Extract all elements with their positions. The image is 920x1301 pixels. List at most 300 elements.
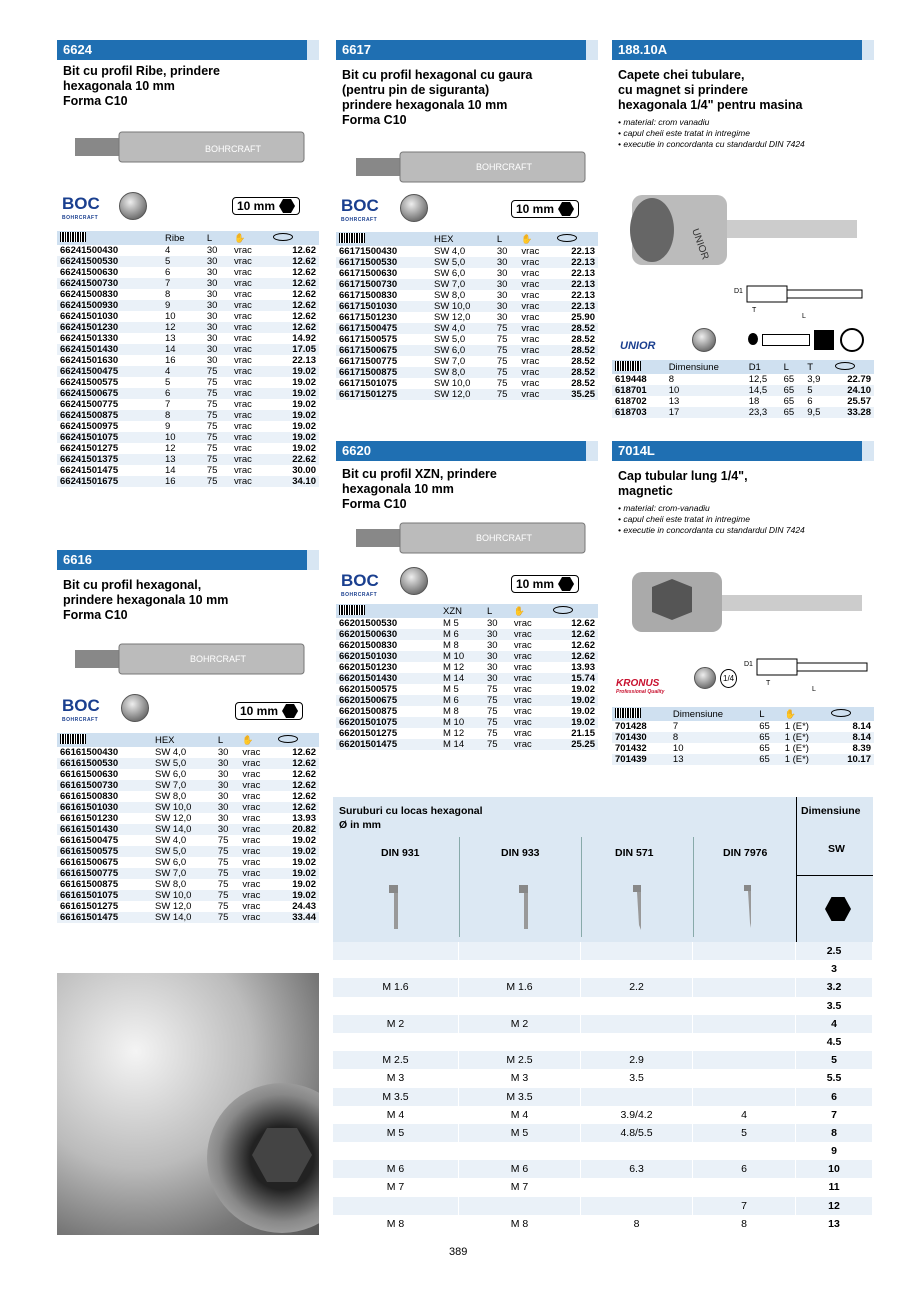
table-cell: 30 (215, 758, 240, 769)
screw-cell (581, 997, 693, 1015)
table-row (57, 256, 319, 267)
table-cell: 75 (204, 465, 231, 476)
hand-icon: ✋ (231, 231, 270, 245)
table-cell: 66171501030 (336, 301, 431, 312)
barcode-icon (57, 231, 162, 245)
table-cell: 6 (162, 267, 204, 278)
table-cell: 75 (484, 717, 511, 728)
hex-icon (282, 704, 298, 718)
table-cell: vrac (518, 246, 553, 257)
socket-image (627, 567, 867, 637)
screw-cell (693, 942, 796, 960)
table-cell: SW 12,0 (431, 312, 494, 323)
table-cell: 5 (162, 377, 204, 388)
screw-cell: 12 (796, 1197, 873, 1215)
table-cell: 75 (494, 345, 519, 356)
price-table (57, 231, 319, 487)
table-cell: SW 7,0 (152, 868, 215, 879)
table-cell: 75 (215, 835, 240, 846)
table-cell: vrac (231, 289, 270, 300)
screw-row (333, 1015, 873, 1033)
table-cell: 8 (666, 374, 746, 385)
table-cell: 12.62 (270, 256, 319, 267)
screw-row (333, 942, 873, 960)
table-cell: SW 5,0 (152, 846, 215, 857)
table-cell: 12.62 (550, 629, 598, 640)
table-cell: 12 (162, 322, 204, 333)
table-cell: 19.02 (275, 890, 319, 901)
dim-d1-label: D1 (734, 288, 743, 295)
dim-t-label: T (752, 307, 757, 314)
table-cell: vrac (239, 813, 274, 824)
size-label: 10 mm (237, 199, 276, 213)
table-cell: 12.62 (275, 769, 319, 780)
screw-cell: M 2 (333, 1015, 459, 1033)
table-cell: 8 (162, 410, 204, 421)
table-cell: 16 (162, 355, 204, 366)
table-row (57, 355, 319, 366)
panel-title: Cap tubular lung 1/4", magnetic (618, 469, 748, 498)
hand-icon: ✋ (518, 232, 553, 246)
table-cell: 75 (204, 432, 231, 443)
screw-cell: M 8 (333, 1215, 459, 1233)
panel-title: Bit cu profil Ribe, prindere hexagonala 10 mm Forma C10 (63, 64, 220, 108)
table-cell: 30 (484, 673, 511, 684)
table-cell: 75 (204, 388, 231, 399)
table-cell: 14.92 (270, 333, 319, 344)
screw-row (333, 1160, 873, 1178)
profile-icon (400, 194, 428, 222)
table-cell: 17.05 (270, 344, 319, 355)
screw-row (333, 1033, 873, 1051)
table-row (336, 728, 598, 739)
table-cell: 75 (494, 356, 519, 367)
table-cell: 30 (204, 344, 231, 355)
table-cell: 19.02 (270, 421, 319, 432)
table-cell: 66171500830 (336, 290, 431, 301)
table-row (57, 835, 319, 846)
table-cell: 12.62 (270, 322, 319, 333)
table-row (57, 868, 319, 879)
table-cell: 12.62 (270, 267, 319, 278)
table-cell: 65 (756, 743, 781, 754)
table-cell: vrac (231, 465, 270, 476)
table-cell: vrac (239, 780, 274, 791)
table-cell: 16 (162, 476, 204, 487)
table-cell: 66161501030 (57, 802, 152, 813)
screw-row (333, 997, 873, 1015)
screw-cell: M 2.5 (459, 1051, 581, 1069)
table-cell: 66241500975 (57, 421, 162, 432)
coins-icon (275, 733, 319, 747)
panel-code: 6617 (336, 40, 598, 60)
dim-t-label: T (766, 680, 771, 687)
table-cell: 66241501275 (57, 443, 162, 454)
table-row (336, 673, 598, 684)
table-row (57, 791, 319, 802)
table-cell: vrac (239, 758, 274, 769)
table-cell: 66241500675 (57, 388, 162, 399)
din931-header: DIN 931 (381, 847, 420, 859)
table-cell: 25.57 (832, 396, 874, 407)
table-cell: 7 (162, 399, 204, 410)
screw-cell (581, 1015, 693, 1033)
table-cell: vrac (239, 769, 274, 780)
table-cell: vrac (511, 684, 550, 695)
table-cell: 75 (204, 366, 231, 377)
table-cell: vrac (518, 345, 553, 356)
table-cell: 66241500875 (57, 410, 162, 421)
table-cell: vrac (239, 901, 274, 912)
table-cell: vrac (511, 618, 550, 629)
table-header-row (57, 733, 319, 747)
panel-code: 188.10A (612, 40, 874, 60)
table-cell: 65 (756, 721, 781, 732)
table-cell: 66171501075 (336, 378, 431, 389)
table-cell: vrac (518, 323, 553, 334)
screw-cell: 5 (796, 1051, 873, 1069)
table-cell: vrac (231, 443, 270, 454)
table-row (336, 378, 598, 389)
table-cell: 75 (215, 890, 240, 901)
table-cell: 75 (215, 912, 240, 923)
table-header-row (612, 360, 874, 374)
table-row (336, 662, 598, 673)
table-row (612, 732, 874, 743)
table-cell: 12.62 (270, 289, 319, 300)
barcode-icon (336, 232, 431, 246)
table-row (57, 813, 319, 824)
screw-cell: 4 (693, 1106, 796, 1124)
table-cell: 10 (666, 385, 746, 396)
magnet-icon (840, 328, 864, 352)
table-row (612, 743, 874, 754)
screw-cell (459, 942, 581, 960)
screw-cell: 2.5 (796, 942, 873, 960)
table-cell: 8 (162, 289, 204, 300)
table-cell: 9,5 (804, 407, 831, 418)
table-cell: 66161500675 (57, 857, 152, 868)
screw-cell: 7 (693, 1197, 796, 1215)
table-cell: SW 6,0 (152, 769, 215, 780)
table-cell: 19.02 (270, 432, 319, 443)
table-cell: M 14 (440, 739, 484, 750)
screw-cell: M 7 (459, 1178, 581, 1196)
table-cell: 66201500530 (336, 618, 440, 629)
table-cell: 30 (484, 662, 511, 673)
table-cell: vrac (231, 267, 270, 278)
screw-cell: 2.2 (581, 978, 693, 996)
table-row (336, 290, 598, 301)
table-cell: SW 4,0 (431, 246, 494, 257)
table-cell: 12.62 (550, 618, 598, 629)
table-cell: 66161500430 (57, 747, 152, 758)
table-cell: 19.02 (270, 388, 319, 399)
table-cell: 34.10 (270, 476, 319, 487)
table-cell: vrac (511, 739, 550, 750)
table-cell: 66241500730 (57, 278, 162, 289)
table-cell: vrac (239, 791, 274, 802)
screw-cell: M 3 (333, 1069, 459, 1087)
table-cell: M 10 (440, 717, 484, 728)
table-cell: vrac (231, 432, 270, 443)
panel-6624 (57, 40, 319, 535)
panel-6616 (57, 550, 319, 958)
table-cell: 28.52 (554, 345, 598, 356)
table-row (57, 901, 319, 912)
col-header: L (781, 360, 805, 374)
table-row (57, 267, 319, 278)
table-cell: 12.62 (550, 640, 598, 651)
table-cell: 66201500675 (336, 695, 440, 706)
screw-cell (581, 1033, 693, 1051)
tool-brand: UNIOR (689, 227, 711, 262)
screw-table-header (333, 797, 873, 942)
screw-cell: M 6 (459, 1160, 581, 1178)
screw-reference-table (333, 797, 873, 1233)
table-cell: 10 (162, 311, 204, 322)
screw-row (333, 1178, 873, 1196)
unior-logo: UNIOR (620, 340, 656, 352)
table-cell: M 8 (440, 640, 484, 651)
dim-l-label: L (812, 686, 816, 693)
table-cell: vrac (231, 256, 270, 267)
table-cell: 66161501275 (57, 901, 152, 912)
logo-text: BOC (341, 571, 379, 590)
price-table (612, 707, 874, 765)
table-row (57, 432, 319, 443)
table-cell: 19.02 (270, 399, 319, 410)
table-row (57, 802, 319, 813)
table-cell: vrac (231, 476, 270, 487)
col-header: Dimensiune (670, 707, 756, 721)
table-cell: 66241501230 (57, 322, 162, 333)
feature-item: • material: crom vanadiu (618, 117, 710, 127)
table-cell: 618703 (612, 407, 666, 418)
table-cell: vrac (231, 410, 270, 421)
table-cell: 7 (162, 278, 204, 289)
table-cell: 14 (162, 344, 204, 355)
table-cell: 30 (204, 311, 231, 322)
table-cell: 66161500530 (57, 758, 152, 769)
table-row (336, 334, 598, 345)
table-cell: SW 8,0 (431, 290, 494, 301)
screw-cell: M 6 (333, 1160, 459, 1178)
table-cell: 75 (215, 857, 240, 868)
table-row (612, 721, 874, 732)
table-cell: 66201501030 (336, 651, 440, 662)
table-cell: M 14 (440, 673, 484, 684)
table-row (336, 246, 598, 257)
table-cell: 19.02 (550, 684, 598, 695)
table-cell: 19.02 (270, 443, 319, 454)
table-cell: vrac (511, 728, 550, 739)
screw-cell (581, 1197, 693, 1215)
col-header: D1 (746, 360, 781, 374)
screw-cell: 4.8/5.5 (581, 1124, 693, 1142)
table-row (57, 879, 319, 890)
table-row (57, 311, 319, 322)
table-cell: SW 6,0 (152, 857, 215, 868)
table-row (336, 345, 598, 356)
table-cell: 23,3 (746, 407, 781, 418)
screw-cell (459, 1142, 581, 1160)
table-cell: 701430 (612, 732, 670, 743)
table-cell: vrac (511, 640, 550, 651)
table-cell: vrac (231, 333, 270, 344)
price-table (57, 733, 319, 923)
table-cell: 30 (204, 267, 231, 278)
screw-cell: M 2.5 (333, 1051, 459, 1069)
screw-cell: 6.3 (581, 1160, 693, 1178)
table-cell: 30 (494, 246, 519, 257)
table-cell: 66201500630 (336, 629, 440, 640)
table-cell: vrac (231, 399, 270, 410)
table-cell: 66241500475 (57, 366, 162, 377)
coins-icon (832, 360, 874, 374)
table-cell: 66201501275 (336, 728, 440, 739)
table-cell: 66171500575 (336, 334, 431, 345)
table-cell: 22.13 (554, 301, 598, 312)
screw-cell (693, 978, 796, 996)
dimension-header: Dimensiune (801, 805, 861, 817)
table-cell: 30 (215, 747, 240, 758)
table-cell: 13.93 (550, 662, 598, 673)
table-cell: SW 8,0 (152, 879, 215, 890)
table-cell: vrac (231, 322, 270, 333)
table-cell: M 5 (440, 618, 484, 629)
feature-item: • executie in concordanta cu standardul DIN 7424 (618, 139, 805, 149)
table-row (612, 374, 874, 385)
table-cell: 30 (484, 618, 511, 629)
table-cell: 30 (215, 824, 240, 835)
table-row (57, 769, 319, 780)
col-profile: HEX (431, 232, 494, 246)
table-cell: 66241500430 (57, 245, 162, 256)
screw-cell: 8 (581, 1215, 693, 1233)
table-cell: 66161500875 (57, 879, 152, 890)
table-row (57, 912, 319, 923)
table-cell: vrac (239, 879, 274, 890)
table-row (336, 257, 598, 268)
table-cell: SW 8,0 (431, 367, 494, 378)
col-profile: HEX (152, 733, 215, 747)
table-cell: 66161500475 (57, 835, 152, 846)
table-cell: 66241501330 (57, 333, 162, 344)
screw-cell (693, 1178, 796, 1196)
table-cell: 30 (215, 791, 240, 802)
table-cell: 28.52 (554, 323, 598, 334)
table-cell: 12.62 (275, 747, 319, 758)
table-cell: 19.02 (275, 879, 319, 890)
screw-cell (459, 1033, 581, 1051)
hex-icon (558, 577, 574, 591)
table-cell: 30 (215, 813, 240, 824)
logo-subtext: BOHRCRAFT (62, 717, 99, 723)
table-cell: 75 (484, 706, 511, 717)
table-cell: vrac (518, 290, 553, 301)
table-cell: 1 (E*) (782, 732, 829, 743)
table-cell: 701432 (612, 743, 670, 754)
table-cell: SW 12,0 (152, 813, 215, 824)
size-badge (511, 575, 579, 593)
panel-code: 6624 (57, 40, 319, 60)
table-cell: 13 (162, 454, 204, 465)
sw-header: SW (828, 843, 845, 855)
table-cell: 12.62 (275, 791, 319, 802)
table-cell: vrac (231, 421, 270, 432)
table-cell: vrac (511, 662, 550, 673)
table-cell: 12.62 (270, 245, 319, 256)
table-cell: 66241500575 (57, 377, 162, 388)
table-cell: 75 (494, 323, 519, 334)
table-cell: 75 (215, 901, 240, 912)
table-cell: 75 (484, 728, 511, 739)
table-cell: 75 (494, 334, 519, 345)
screw-row (333, 1106, 873, 1124)
table-row (336, 651, 598, 662)
table-row (612, 754, 874, 765)
table-cell: 65 (781, 407, 805, 418)
table-cell: vrac (511, 673, 550, 684)
table-row (336, 739, 598, 750)
table-cell: 22.13 (554, 268, 598, 279)
table-cell: 66201501475 (336, 739, 440, 750)
table-cell: 3,9 (804, 374, 831, 385)
dimension-drawing (732, 278, 872, 323)
logo-subtext: BOHRCRAFT (62, 215, 99, 221)
table-cell: SW 6,0 (431, 268, 494, 279)
table-cell: vrac (231, 344, 270, 355)
table-cell: 12 (162, 443, 204, 454)
socket-icon (694, 667, 716, 689)
col-length: L (494, 232, 519, 246)
table-row (57, 322, 319, 333)
table-cell: vrac (511, 651, 550, 662)
panel-6617 (336, 40, 598, 432)
kronus-logo (616, 678, 664, 695)
table-row (336, 706, 598, 717)
table-cell: 14,5 (746, 385, 781, 396)
divider (581, 837, 582, 937)
table-cell: 30 (494, 257, 519, 268)
table-cell: 619448 (612, 374, 666, 385)
screw-row (333, 1124, 873, 1142)
table-cell: vrac (518, 378, 553, 389)
table-cell: 5 (162, 256, 204, 267)
panel-code: 7014L (612, 441, 874, 461)
screw-cell: 13 (796, 1215, 873, 1233)
bit-image (75, 640, 305, 680)
table-cell: 66171500475 (336, 323, 431, 334)
table-cell: SW 12,0 (152, 901, 215, 912)
price-table (336, 604, 598, 750)
table-cell: 66241500775 (57, 399, 162, 410)
table-cell: SW 4,0 (152, 835, 215, 846)
col-length: L (215, 733, 240, 747)
feature-item: • capul cheii este tratat in intregime (618, 514, 750, 524)
table-row (57, 300, 319, 311)
screw-cell: M 4 (459, 1106, 581, 1124)
table-cell: 12.62 (550, 651, 598, 662)
table-row (57, 399, 319, 410)
brand-logo (341, 573, 379, 603)
divider (796, 875, 873, 876)
hex-icon (279, 199, 295, 213)
table-cell: 65 (781, 385, 805, 396)
screw-cell: M 1.6 (459, 978, 581, 996)
table-cell: SW 7,0 (431, 279, 494, 290)
